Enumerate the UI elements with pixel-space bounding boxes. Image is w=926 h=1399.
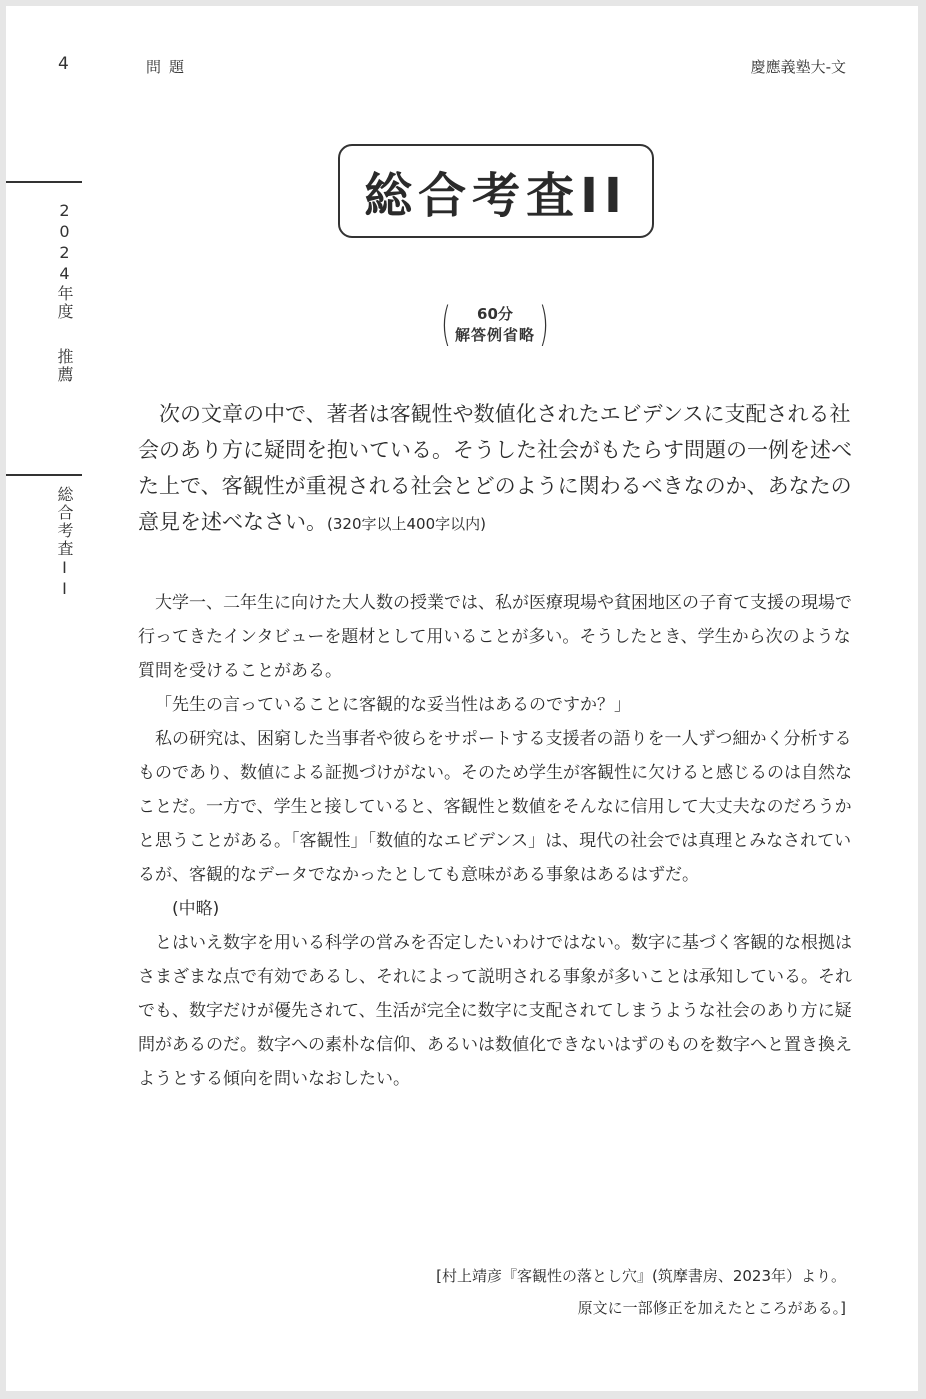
time-note: 解答例省略 — [454, 326, 535, 344]
question-block — [138, 396, 858, 542]
sidebar-year: 2024年度 — [55, 201, 74, 321]
sidebar-divider-top — [6, 181, 82, 183]
sidebar-subject: 総合考査II — [55, 486, 74, 600]
question-text: 次の文章の中で、著者は客観性や数値化されたエビデンスに支配される社会のあり方に疑問を抱いている。そうした社会がもたらす問題の一例を述べた上で、客観性が重視される社会とどのように関わるべきなのか、あなたの意見を述べなさい。 — [138, 402, 852, 534]
passage-block — [138, 586, 854, 1096]
page-title: 総合考査II — [364, 167, 628, 224]
source-line-2: 原文に一部修正を加えたところがある。] — [577, 1299, 846, 1317]
time-info — [430, 296, 560, 352]
exam-page — [6, 6, 918, 1391]
page-number: 4 — [58, 54, 69, 74]
source-citation — [246, 1260, 846, 1324]
question-limit: (320字以上400字以内) — [327, 515, 486, 533]
passage-paragraph-4: とはいえ数字を用いる科学の営みを否定したいわけではない。数字に基づく客観的な根拠はさまざまな点で有効であるし、それによって説明される事象が多いことは承知している。それでも、数字だけが優先されて、生活が完全に数字に支配されてしまうような社会のあり方に疑問があるのだ。数字への素朴な信仰、あるいは数値化できないはずのものを数字へと置き換えようとする傾向を問いなおしたい。 — [138, 933, 852, 1089]
time-text — [455, 303, 535, 345]
question-paragraph — [138, 396, 858, 542]
source-line-1: [村上靖彦『客観性の落とし穴』(筑摩書房、2023年）より。 — [436, 1267, 846, 1285]
sidebar-divider-bottom — [6, 474, 82, 476]
passage-paragraph-2: 「先生の言っていることに客観的な妥当性はあるのですか？」 — [155, 695, 631, 715]
passage-paragraph-1: 大学一、二年生に向けた大人数の授業では、私が医療現場や貧困地区の子育て支援の現場で行ってきたインタビューを題材として用いることが多い。そうしたとき、学生から次のような質問を受けることがある。 — [138, 593, 852, 681]
section-label: 問題 — [146, 58, 193, 76]
left-paren-icon: ( — [441, 297, 451, 351]
school-label: 慶應義塾大-文 — [750, 58, 846, 76]
sidebar-type: 推薦 — [55, 348, 74, 384]
passage-paragraph-3: 私の研究は、困窮した当事者や彼らをサポートする支援者の語りを一人ずつ細かく分析するものであり、数値による証拠づけがない。そのため学生が客観性に欠けると感じるのは自然なことだ。一方で、学生と接していると、客観性と数値をそんなに信用して大丈夫なのだろうかと思うことがある。「客観性」「数値的なエビデンス」は、現代の社会では真理とみなされているが、客観的なデータでなかったとしても意味がある事象はあるはずだ。 — [138, 729, 852, 885]
passage-omission: (中略) — [172, 899, 220, 919]
title-box — [338, 144, 654, 238]
time-duration: 60分 — [477, 305, 513, 323]
right-paren-icon: ) — [539, 297, 549, 351]
